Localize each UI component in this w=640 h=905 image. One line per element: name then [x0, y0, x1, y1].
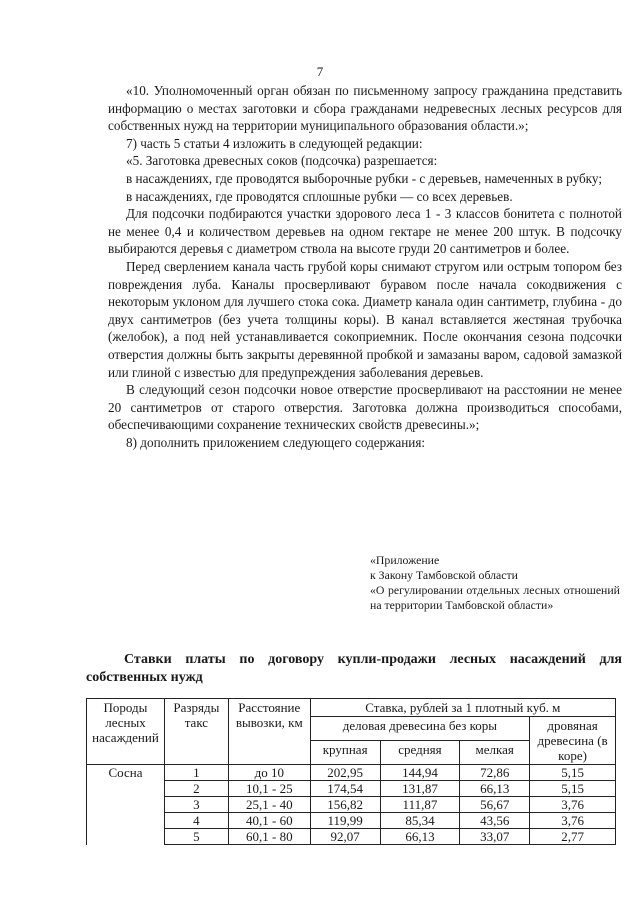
appendix-line: «О регулировании отдельных лесных отношений на территории Тамбовской области»: [370, 583, 620, 612]
cell-grade: 3: [164, 797, 228, 813]
paragraph: Для подсочки подбираются участки здорового леса 1 - 3 классов бонитета с полнотой не менее 0,4 и количеством деревьев на одном гектаре не менее 200 штук. В подсочку выбираются деревья с диаметром ствола на высоте груди 20 сантиметров и более.: [108, 206, 622, 257]
table-title: Ставки платы по договору купли-продажи лесных насаждений для собственных нужд: [86, 652, 622, 685]
cell-small: 56,67: [460, 797, 530, 813]
table-row: [87, 765, 616, 781]
cell-firewood: 3,76: [530, 813, 616, 829]
cell-species: [87, 813, 165, 829]
cell-distance: 25,1 - 40: [228, 797, 310, 813]
cell-species: Сосна: [87, 765, 165, 781]
header-rate: Ставка, рублей за 1 плотный куб. м: [310, 699, 615, 717]
header-medium: средняя: [380, 741, 460, 765]
paragraph: в насаждениях, где проводятся выборочные рубки - с деревьев, намеченных в рубку;: [126, 170, 602, 186]
paragraph: 7) часть 5 статьи 4 изложить в следующей редакции:: [126, 135, 423, 151]
cell-large: 156,82: [310, 797, 380, 813]
cell-firewood: 5,15: [530, 765, 616, 781]
cell-distance: 10,1 - 25: [228, 781, 310, 797]
header-species: Породы лесных насаждений: [87, 699, 165, 765]
cell-grade: 1: [164, 765, 228, 781]
cell-small: 66,13: [460, 781, 530, 797]
header-distance: Расстояние вывозки, км: [228, 699, 310, 765]
header-grade: Разряды такс: [164, 699, 228, 765]
paragraph: Перед сверлением канала часть грубой коры снимают стругом или острым топором без повреждения луба. Каналы просверливают буравом после начала сокодвижения с некоторым уклоном для лучшего стока сока. Диаметр канала один сантиметр, глубина - до двух сантиметров (без учета толщины коры). В канал вставляется жестяная трубочка (желобок), а под ней устанавливается сокоприемник. После окончания сезона подсочки отверстия должны быть закрыты деревянной пробкой и замазаны варом, садовой замазкой или глиной с известью для предупреждения заболевания деревьев.: [108, 258, 622, 380]
paragraph: «10. Уполномоченный орган обязан по письменному запросу гражданина представить информацию о местах заготовки и сбора гражданами недревесных лесных ресурсов для собственных нужд на территории муниципального образования области.»;: [108, 83, 622, 134]
table-row: [87, 797, 616, 813]
rates-table: [86, 698, 616, 845]
cell-large: 174,54: [310, 781, 380, 797]
header-business-wood: деловая древесина без коры: [310, 717, 529, 741]
appendix-heading: [370, 553, 620, 613]
cell-medium: 66,13: [380, 829, 460, 845]
cell-medium: 111,87: [380, 797, 460, 813]
header-large: крупная: [310, 741, 380, 765]
paragraph: «5. Заготовка древесных соков (подсочка) разрешается:: [126, 153, 438, 169]
cell-species: [87, 797, 165, 813]
cell-firewood: 5,15: [530, 781, 616, 797]
cell-distance: 60,1 - 80: [228, 829, 310, 845]
appendix-line: к Закону Тамбовской области: [370, 568, 518, 582]
paragraph: в насаждениях, где проводятся сплошные рубки — со всех деревьев.: [126, 188, 513, 204]
cell-large: 119,99: [310, 813, 380, 829]
table-row: [87, 829, 616, 845]
cell-grade: 2: [164, 781, 228, 797]
cell-medium: 131,87: [380, 781, 460, 797]
appendix-line: «Приложение: [370, 553, 440, 567]
cell-large: 202,95: [310, 765, 380, 781]
cell-medium: 85,34: [380, 813, 460, 829]
cell-firewood: 2,77: [530, 829, 616, 845]
cell-firewood: 3,76: [530, 797, 616, 813]
paragraph: 8) дополнить приложением следующего содержания:: [126, 434, 426, 450]
cell-large: 92,07: [310, 829, 380, 845]
cell-small: 72,86: [460, 765, 530, 781]
cell-distance: 40,1 - 60: [228, 813, 310, 829]
table-row: [87, 813, 616, 829]
header-small: мелкая: [460, 741, 530, 765]
cell-species: [87, 781, 165, 797]
table-row: [87, 781, 616, 797]
cell-grade: 5: [164, 829, 228, 845]
cell-species: [87, 829, 165, 845]
header-firewood: дровяная древесина (в коре): [530, 717, 616, 765]
cell-medium: 144,94: [380, 765, 460, 781]
body-text: [108, 82, 622, 451]
cell-small: 33,07: [460, 829, 530, 845]
page-number: 7: [316, 64, 324, 79]
cell-grade: 4: [164, 813, 228, 829]
cell-small: 43,56: [460, 813, 530, 829]
paragraph: В следующий сезон подсочки новое отверстие просверливают на расстоянии не менее 20 сантиметров от старого отверстия. Заготовка должна производиться способами, обеспечивающими сохранение технических свойств древесины.»;: [108, 382, 622, 433]
cell-distance: до 10: [228, 765, 310, 781]
